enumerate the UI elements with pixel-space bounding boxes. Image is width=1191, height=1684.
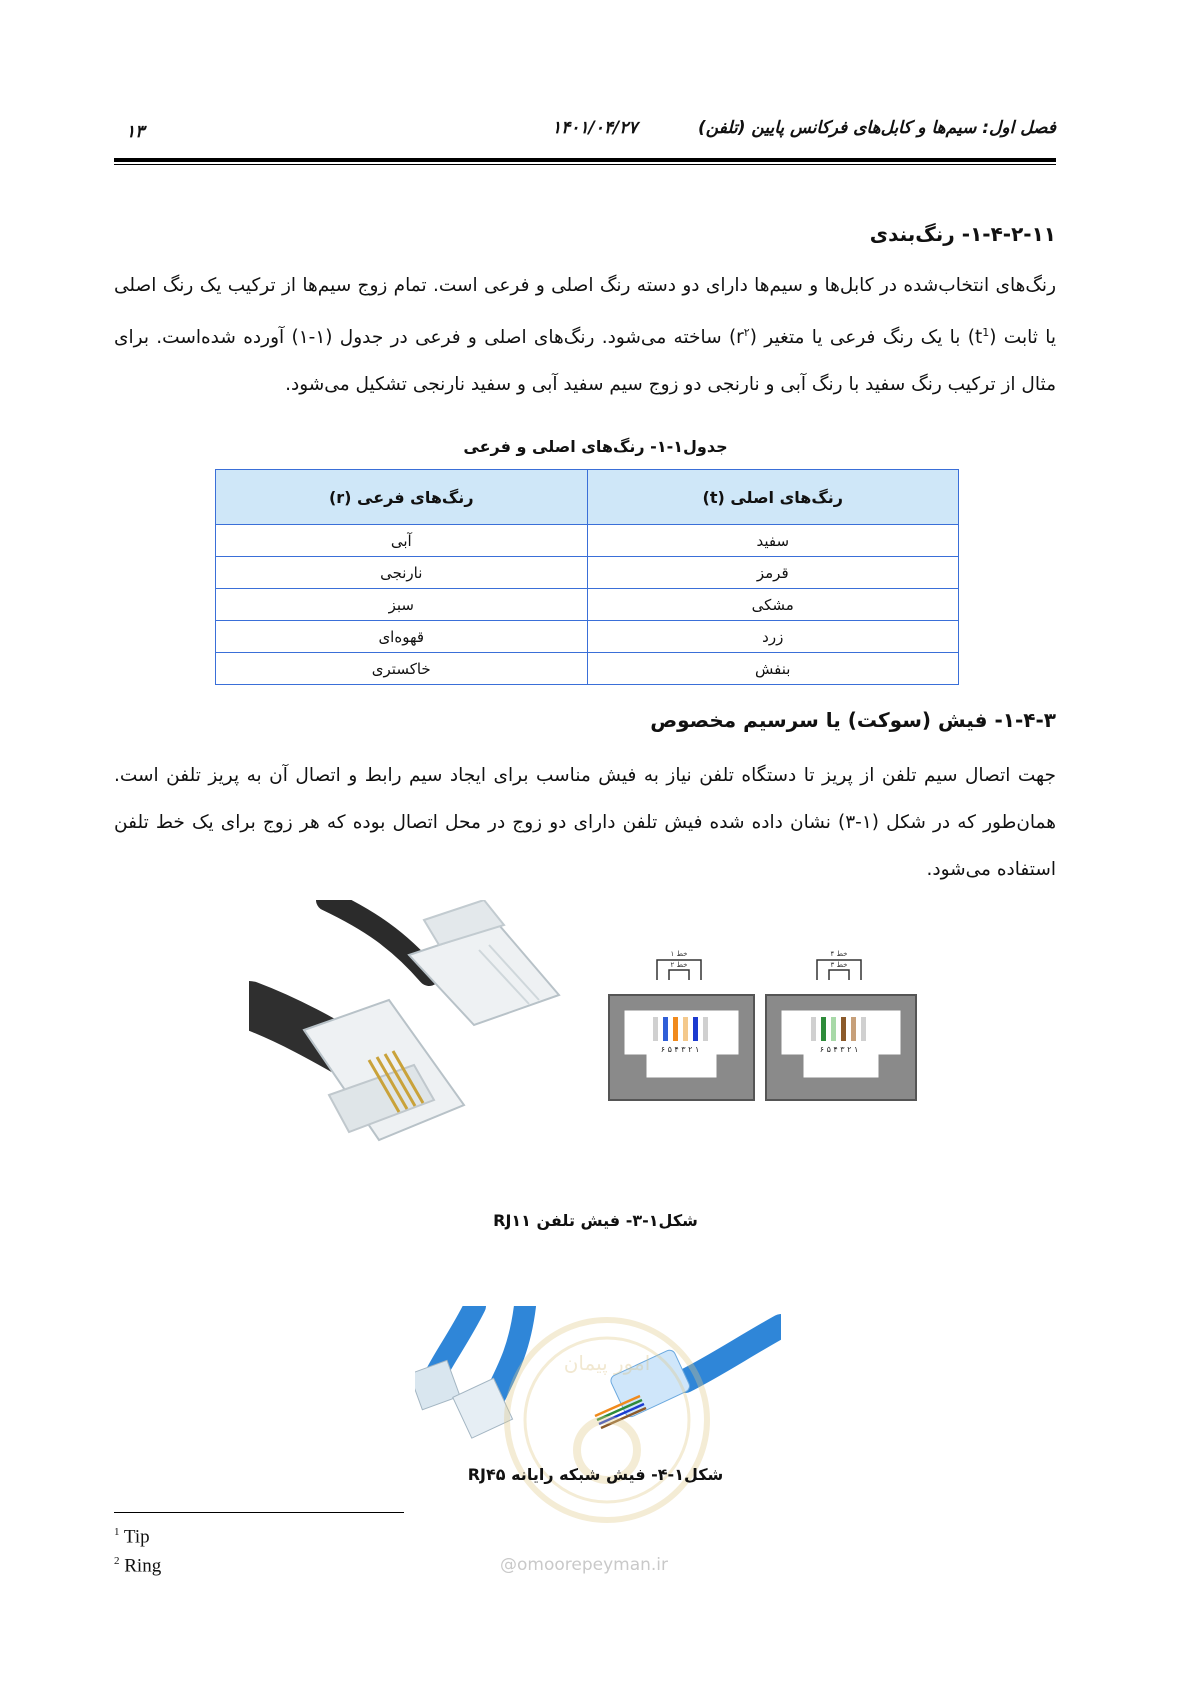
footnote-1: $^1$ Tip bbox=[114, 1526, 150, 1548]
table-cell: مشکی bbox=[587, 589, 959, 621]
t-symbol: $t^1$ bbox=[975, 326, 990, 349]
header-date: ۱۴۰۱/۰۴/۲۷ bbox=[552, 118, 638, 138]
header-rule-thick bbox=[114, 158, 1056, 162]
table-cell: آبی bbox=[216, 525, 588, 557]
watermark-seal bbox=[497, 1300, 717, 1560]
table-cell: زرد bbox=[587, 621, 959, 653]
rj11-plug-upper bbox=[409, 900, 559, 1025]
line3-label: خط ۳ bbox=[830, 961, 848, 969]
table-row bbox=[216, 557, 959, 589]
section-heading-plug: ۱-۴-۳- فیش (سوکت) یا سرسیم مخصوص bbox=[650, 708, 1056, 732]
table-cell: سفید bbox=[587, 525, 959, 557]
table-row bbox=[216, 653, 959, 685]
table-cell: سبز bbox=[216, 589, 588, 621]
table-row bbox=[216, 589, 959, 621]
table-header-primary: رنگ‌های اصلی (t) bbox=[587, 470, 959, 525]
line4-label: خط ۴ bbox=[830, 950, 848, 958]
table-cell: قرمز bbox=[587, 557, 959, 589]
section-body-coloring bbox=[114, 262, 1056, 408]
pin-numbers-right: ۱ ۲ ۳ ۴ ۵ ۶ bbox=[819, 1045, 859, 1054]
line2-label: خط ۲ bbox=[670, 961, 688, 969]
table-cell: نارنجی bbox=[216, 557, 588, 589]
table-cell: قهوه‌ای bbox=[216, 621, 588, 653]
footnote-rule bbox=[114, 1512, 404, 1513]
page-header bbox=[114, 118, 1056, 158]
rj11-figure bbox=[249, 900, 925, 1200]
figure1-caption: شکل۱-۳- فیش تلفن RJ۱۱ bbox=[493, 1211, 698, 1230]
pin-numbers-left: ۱ ۲ ۳ ۴ ۵ ۶ bbox=[660, 1045, 700, 1054]
table-cell: خاکستری bbox=[216, 653, 588, 685]
table-header-row bbox=[216, 470, 959, 525]
watermark-url: @omoorepeyman.ir bbox=[500, 1555, 669, 1575]
line1-label: خط ۱ bbox=[670, 950, 688, 958]
table-cell: بنفش bbox=[587, 653, 959, 685]
jack-diagram-right bbox=[766, 950, 916, 1100]
header-rule-thin bbox=[114, 164, 1056, 165]
table-header-secondary: رنگ‌های فرعی (r) bbox=[216, 470, 588, 525]
rj45-plug-1 bbox=[415, 1360, 460, 1409]
section-heading-coloring: ۱-۴-۲-۱۱- رنگ‌بندی bbox=[869, 222, 1056, 246]
watermark-seal-text: امور پیمان bbox=[563, 1351, 651, 1375]
section-body-plug bbox=[114, 752, 1056, 893]
table-caption: جدول۱-۱- رنگ‌های اصلی و فرعی bbox=[463, 437, 728, 456]
body-text-1: رنگ‌های انتخاب‌شده در کابل‌ها و سیم‌ها دارای دو دسته رنگ اصلی و فرعی است. تمام زوج سیم‌ها از ترکیب یک رنگ اصلی یا ثابت ( bbox=[114, 275, 1057, 349]
body-text-2: ) با یک رنگ فرعی یا متغیر ( bbox=[749, 327, 975, 349]
page-number: ۱۳ bbox=[126, 122, 145, 142]
jack-diagram-left bbox=[609, 950, 754, 1100]
footnote-ref-1[interactable]: 1 bbox=[982, 326, 990, 339]
r-symbol: $r^۲$ bbox=[736, 326, 750, 349]
figure2-caption: شکل۱-۴- فیش شبکه رایانه RJ۴۵ bbox=[467, 1465, 724, 1484]
table-row bbox=[216, 525, 959, 557]
footnote-2: $^2$ Ring bbox=[114, 1555, 162, 1577]
chapter-title: فصل اول: سیم‌ها و کابل‌های فرکانس پایین (تلفن) bbox=[698, 118, 1056, 138]
body-text-3: ) ساخته می‌شود. رنگ‌های اصلی و فرعی در جدول (۱-۱) آورده شده‌است. برای مثال از ترکیب رنگ سفید با رنگ آبی و نارنجی دو زوج سیم سفید آبی و سفید نارنجی تشکیل می‌شود. bbox=[114, 327, 1056, 396]
colors-table bbox=[215, 469, 959, 685]
footnote-ref-2[interactable]: ۲ bbox=[743, 326, 750, 339]
table-row bbox=[216, 621, 959, 653]
body-text-plug: جهت اتصال سیم تلفن از پریز تا دستگاه تلفن نیاز به فیش مناسب برای ایجاد سیم رابط و اتصال آن به پریز تلفن است. همان‌طور که در شکل (۱-۳) نشان داده شده فیش تلفن دارای دو زوج در محل اتصال بوده که هر زوج برای یک خط تلفن استفاده می‌شود. bbox=[114, 765, 1056, 880]
footnotes bbox=[114, 1520, 161, 1579]
